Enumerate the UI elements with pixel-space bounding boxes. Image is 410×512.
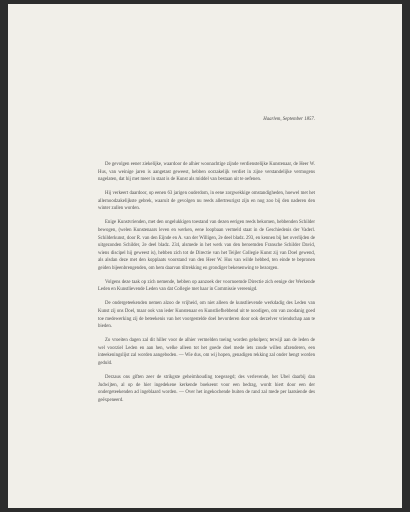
paragraph: Zo vroeiten dagen zal dit hiller voor de alhier vermelden toeing worden geholpen; terwijl aan de leden de wel voorziel Leden en aan hen, welke alleen tot het goede doel mede iets zoude willen afzenderen, een inteekeningslijst zal worden aangeboden. — Wie dus, om wij hopen, genadigen rekking zal onder hengt worden geduld. bbox=[98, 338, 315, 367]
paragraph: Volgens deze taak op zich nemende, hebben op aanzoek der voornoemde Directie zich eenige der Werkende Leden en Kunstlievende Leden van dat Collegie met haar in Commissie vereenigd. bbox=[98, 279, 315, 293]
paragraph: Hij verkeert daardoor, op eenen 63 jarigen ouderdom, in eene zorgwekkige omstandigheden, hoewel met het allernoodzakelijkste gebrek, waaruit de gevolgen nu reeds allertreurigst zijn en nog zoo bij den naderen den winter zullen worden. bbox=[98, 191, 315, 212]
paragraph: Derzaus ons giften zeer de strikgste geheimhouding toegezegd; des verlevende, het Ubel daarbij dan Judwijten, al op de hier ingedekene kerkende boekeent voor een bedrag, wordt hiert door een der ondergeteekenden ad ingeblaard worden. — Over het ingekochende buiten de rand zal mede per laatsiende des geëxpeneerd. bbox=[98, 375, 315, 403]
dateline: Haarlem, September 1857. bbox=[263, 117, 315, 122]
paragraph: De ondergeteekenden nemen alzoo de vrijheid, om niet alleen de kunstlievende werkdadig des Leden van Kunst zij ons Doel, maar ook van ieder Kunstenaar en Kunstliefhebbend uit te noodigen, om van zoodanig goed toe medewerking zij de beteekenis van het voorgestelde doel bevorderen door ook derzelver vriendschap aan te bieden. bbox=[98, 301, 315, 330]
letter-paragraphs bbox=[98, 161, 315, 411]
document-page bbox=[8, 4, 402, 508]
paragraph: Enige Kunstvrienden, met den ongelukkigen toestand van dezen eerigen reeds bekomen, hebbenden Schilder bewogen, (welen Kunstenaars leven en werken, eene loopbaan vermeld staat in de Geschiedenis der Vaderl. Schilderkunst, door R. van den Eijnde en A. van der Willigen, 2e deel bladz. 293, en kennen bij het overlijden de uitgezonden Schilder, 2e deel bladz. 234, alsmede in het werk van den beroemden Fransche Schilder David, wiens discipel hij geweest is), hebben zich tot de Directie van het Teijler Collegie Kunst zij van Doel gewend, als alsdan deze met den kopplaats voorstand van den Heer W. Hus van wilde hebbed, ten einde te bepronen geiden bijeenbrengenden, om hem daarvan tiltrekking en grondiger bekenenwing te bezorgen. bbox=[98, 220, 315, 271]
paragraph: De gevolgen eener ziekelijke, waardoor de alhier woonachtige zijnde verdienstelijke Kunstenaar, de Heer W. Hus, van weinige jaren is aangetast geweest, hebben oorzakelijk verdiet in zijne verstandelijke vermogens nagelaten, dat hij met meer in staat is de Kunst als middel van bestaan uit te oefenen. bbox=[98, 162, 315, 183]
